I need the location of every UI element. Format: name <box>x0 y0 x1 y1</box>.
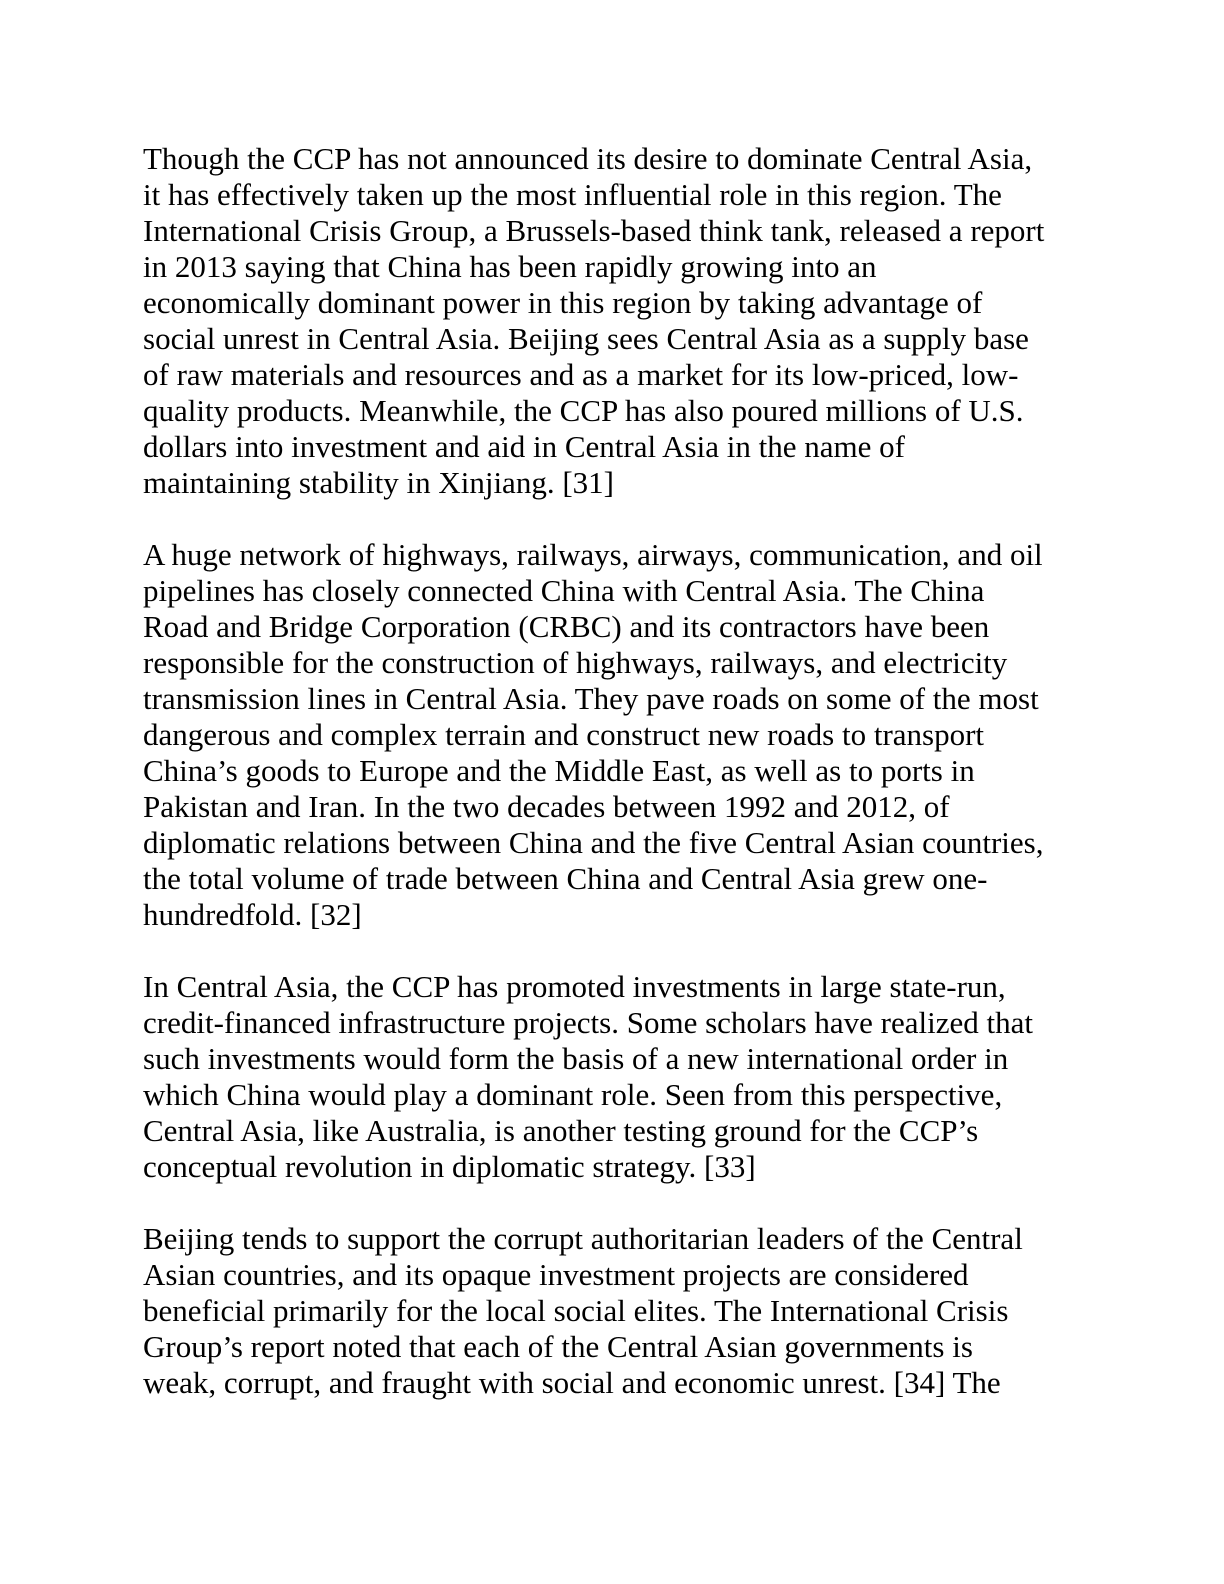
text-line: weak, corrupt, and fraught with social and economic unrest. [34] The <box>143 1365 1001 1400</box>
text-line: pipelines has closely connected China with Central Asia. The China <box>143 573 985 608</box>
text-line: Asian countries, and its opaque investment projects are considered <box>143 1257 969 1292</box>
text-line: Though the CCP has not announced its desire to dominate Central Asia, <box>143 141 1033 176</box>
paragraph <box>143 141 1083 501</box>
text-line: maintaining stability in Xinjiang. [31] <box>143 465 614 500</box>
text-line: transmission lines in Central Asia. They pave roads on some of the most <box>143 681 1039 716</box>
text-line: such investments would form the basis of a new international order in <box>143 1041 1009 1076</box>
text-line: responsible for the construction of highways, railways, and electricity <box>143 645 1008 680</box>
text-line: Group’s report noted that each of the Central Asian governments is <box>143 1329 973 1364</box>
text-line: Pakistan and Iran. In the two decades between 1992 and 2012, of <box>143 789 950 824</box>
text-line: Beijing tends to support the corrupt authoritarian leaders of the Central <box>143 1221 1023 1256</box>
text-line: A huge network of highways, railways, airways, communication, and oil <box>143 537 1043 572</box>
text-line: beneficial primarily for the local social elites. The International Crisis <box>143 1293 1009 1328</box>
document-body <box>143 141 1083 1437</box>
text-line: quality products. Meanwhile, the CCP has also poured millions of U.S. <box>143 393 1024 428</box>
text-line: hundredfold. [32] <box>143 897 362 932</box>
text-line: diplomatic relations between China and the five Central Asian countries, <box>143 825 1044 860</box>
paragraph <box>143 537 1083 933</box>
text-line: social unrest in Central Asia. Beijing sees Central Asia as a supply base <box>143 321 1029 356</box>
text-line: which China would play a dominant role. Seen from this perspective, <box>143 1077 1003 1112</box>
text-line: economically dominant power in this region by taking advantage of <box>143 285 983 320</box>
text-line: in 2013 saying that China has been rapidly growing into an <box>143 249 877 284</box>
text-line: International Crisis Group, a Brussels-based think tank, released a report <box>143 213 1045 248</box>
text-line: Road and Bridge Corporation (CRBC) and its contractors have been <box>143 609 990 644</box>
paragraph <box>143 1221 1083 1401</box>
text-line: conceptual revolution in diplomatic strategy. [33] <box>143 1149 756 1184</box>
text-line: dangerous and complex terrain and construct new roads to transport <box>143 717 985 752</box>
text-line: it has effectively taken up the most influential role in this region. The <box>143 177 1002 212</box>
text-line: dollars into investment and aid in Central Asia in the name of <box>143 429 905 464</box>
text-line: of raw materials and resources and as a market for its low-priced, low- <box>143 357 1019 392</box>
paragraph <box>143 969 1083 1185</box>
text-line: credit-financed infrastructure projects. Some scholars have realized that <box>143 1005 1033 1040</box>
text-line: the total volume of trade between China and Central Asia grew one- <box>143 861 988 896</box>
text-line: In Central Asia, the CCP has promoted investments in large state-run, <box>143 969 1006 1004</box>
text-line: China’s goods to Europe and the Middle East, as well as to ports in <box>143 753 975 788</box>
text-line: Central Asia, like Australia, is another testing ground for the CCP’s <box>143 1113 979 1148</box>
